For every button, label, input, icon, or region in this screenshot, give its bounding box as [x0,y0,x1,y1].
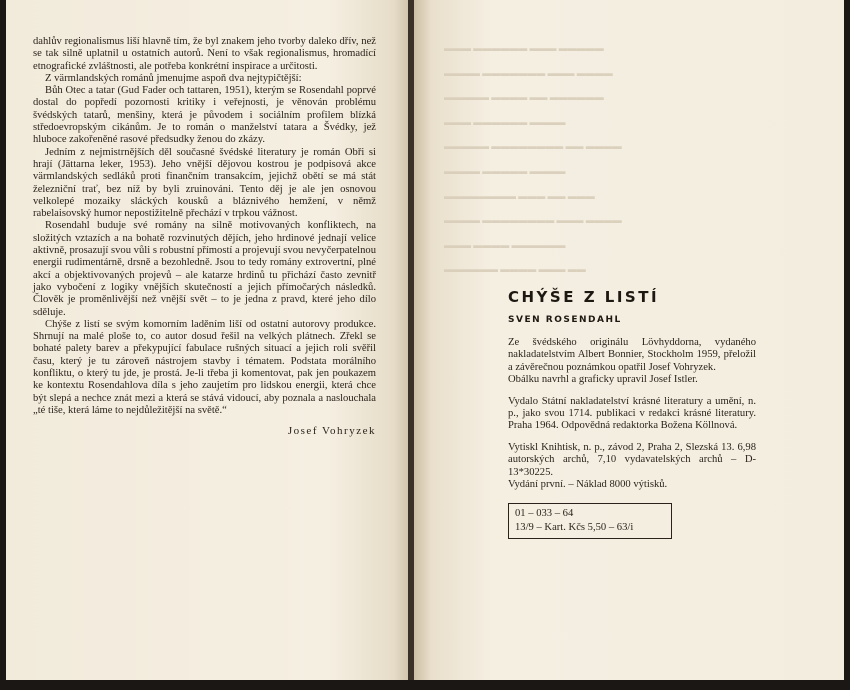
afterword-signature: Josef Vohryzek [287,425,376,438]
left-page [6,0,410,680]
edition-note: Vydání první. – Náklad 8000 výtisků. [508,479,668,491]
book-title: CHÝŠE Z LISTÍ [508,288,660,306]
price-code: 13/9 – Kart. Kčs 5,50 – 63/i [515,522,634,534]
afterword-paragraph: Bůh Otec a tatar (Gud Fader och tattaren, 1951), kterým se Rosendahl poprvé dostal do popředí pozornosti kritiky i veřejnosti, je věnován problému švédských tatarů, menšiny, která je původem i sociálním profilem blízká středoevropským cikánům. Je to román o manželství tatara a Švédky, jež hluboce zakořeněné rasové předsudky ženou do zkázy. [33,85,376,146]
afterword-text [33,36,376,438]
print-note: Vytiskl Knihtisk, n. p., závod 2, Praha 2, Slezská 13. 6,98 autorských archů, 7,10 vydavatelských archů – D-13*30225. [508,441,756,478]
translation-note: Ze švédského originálu Lövhyddorna, vydaného nakladatelstvím Albert Bonnier, Stockholm 1959, přeložil a závěrečnou poznámkou opatřil Josef Vohryzek. [508,337,756,373]
afterword-paragraph: Z värmlandských románů jmenujme aspoň dva nejtypičtější: [45,72,302,84]
afterword-paragraph: Jedním z nejmistrnějších děl současné švédské literatury je román Obři si hrají (Jättarna leker, 1953). Jeho vnější dějovou kostrou je podpisová akce värmlandských sedláků proti finančním transakcím, jejichž obětí se má stát železniční trať, bez níž by byli zruinováni. Tento děj je ale jen osnovou velkolepé mozaiky sláckých kousků a bláznivého hemžení, v němž rabelaisovský humor nepostižitelně přechází v trpkou vážnost. [33,146,376,220]
book-author: SVEN ROSENDAHL [508,315,622,325]
show-through-text: ▬▬▬ ▬▬▬▬▬▬ ▬▬▬ ▬▬▬▬▬ ▬▬▬▬ ▬▬▬▬▬▬▬ ▬▬▬ ▬▬▬▬ ▬▬▬▬▬ ▬▬▬▬ ▬▬ ▬▬▬▬▬▬ ▬▬▬ ▬▬▬▬▬▬ ▬▬▬▬ ▬▬▬▬▬ ▬▬▬▬▬▬▬▬ ▬▬ ▬▬▬▬ ▬▬▬▬ ▬▬▬▬▬ ▬▬▬▬ ▬▬▬▬▬▬▬▬ ▬▬▬ ▬▬ ▬▬▬ ▬▬▬▬ ▬▬▬▬▬▬▬▬ ▬▬▬ ▬▬▬▬ ▬▬▬ ▬▬▬▬ ▬▬▬▬▬▬ ▬▬▬▬▬▬ ▬▬▬▬ ▬▬▬ ▬▬ [444,43,622,275]
afterword-paragraph: dahlův regionalismus liší hlavně tím, že byl znakem jeho tvorby daleko dřív, než se tak silně uplatnil u ostatních autorů. Není to však regionalismus, hromadící etnografické zvláštnosti, ale potřeba konkrétní inspirace a určitosti. [33,36,376,72]
cover-note: Obálku navrhl a graficky upravil Josef Istler. [508,374,698,386]
afterword-paragraph: Chýše z listí se svým komorním laděním liší od ostatní autorovy produkce. Shrnují na malé ploše to, co autor dosud řešil na velkých plátnech. Zřekl se bohaté palety barev a překypující fabulace rušných situací a jejich roli svěřil času, který je tu zároveň nástrojem stavby i tématem. Podstata morálního konfliktu, o který tu jde, je prostá. Je-li třeba ji komentovat, pak jen poukazem ke kontextu Rosendahlova díla s jeho zaujetím pro lidskou energii, která chce být slepá a nechce znát mezi a která se stává vidoucí, aby poznala a naslouchala „té tiše, která láme to nejdůležitější na světě.“ [33,318,376,416]
publisher-note: Vydalo Státní nakladatelství krásné literatury a umění, n. p., jako svou 1714. publikaci v redakci krásné literatury. Praha 1964. Odpovědná redaktorka Božena Köllnová. [508,395,756,432]
afterword-paragraph: Rosendahl buduje své romány na silně motivovaných konfliktech, na složitých vztazích a na bohatě rozvinutých dějích, jeho hrdinové jednají velice aktivně, prosazují svou vůli s robustní přímostí a projevují svou nevyčerpatelnou energii rudimentárně, drsně a bezohledně. Jsou to tedy romány extrovertní, plné akcí a objektivovaných projevů – ale katarze hrdinů tu přichází často zevnitř jako vybočení z logiky vnějších skutečností a jejich přímočarých následků. Člověk je proměnlivější než vnější svět – to je jedna z pravd, které jeho dílo sděluje. [33,220,376,318]
title-block [508,288,756,539]
catalog-code: 01 – 033 – 64 [515,508,574,520]
imprint [508,337,756,491]
catalog-code-box [508,503,672,539]
